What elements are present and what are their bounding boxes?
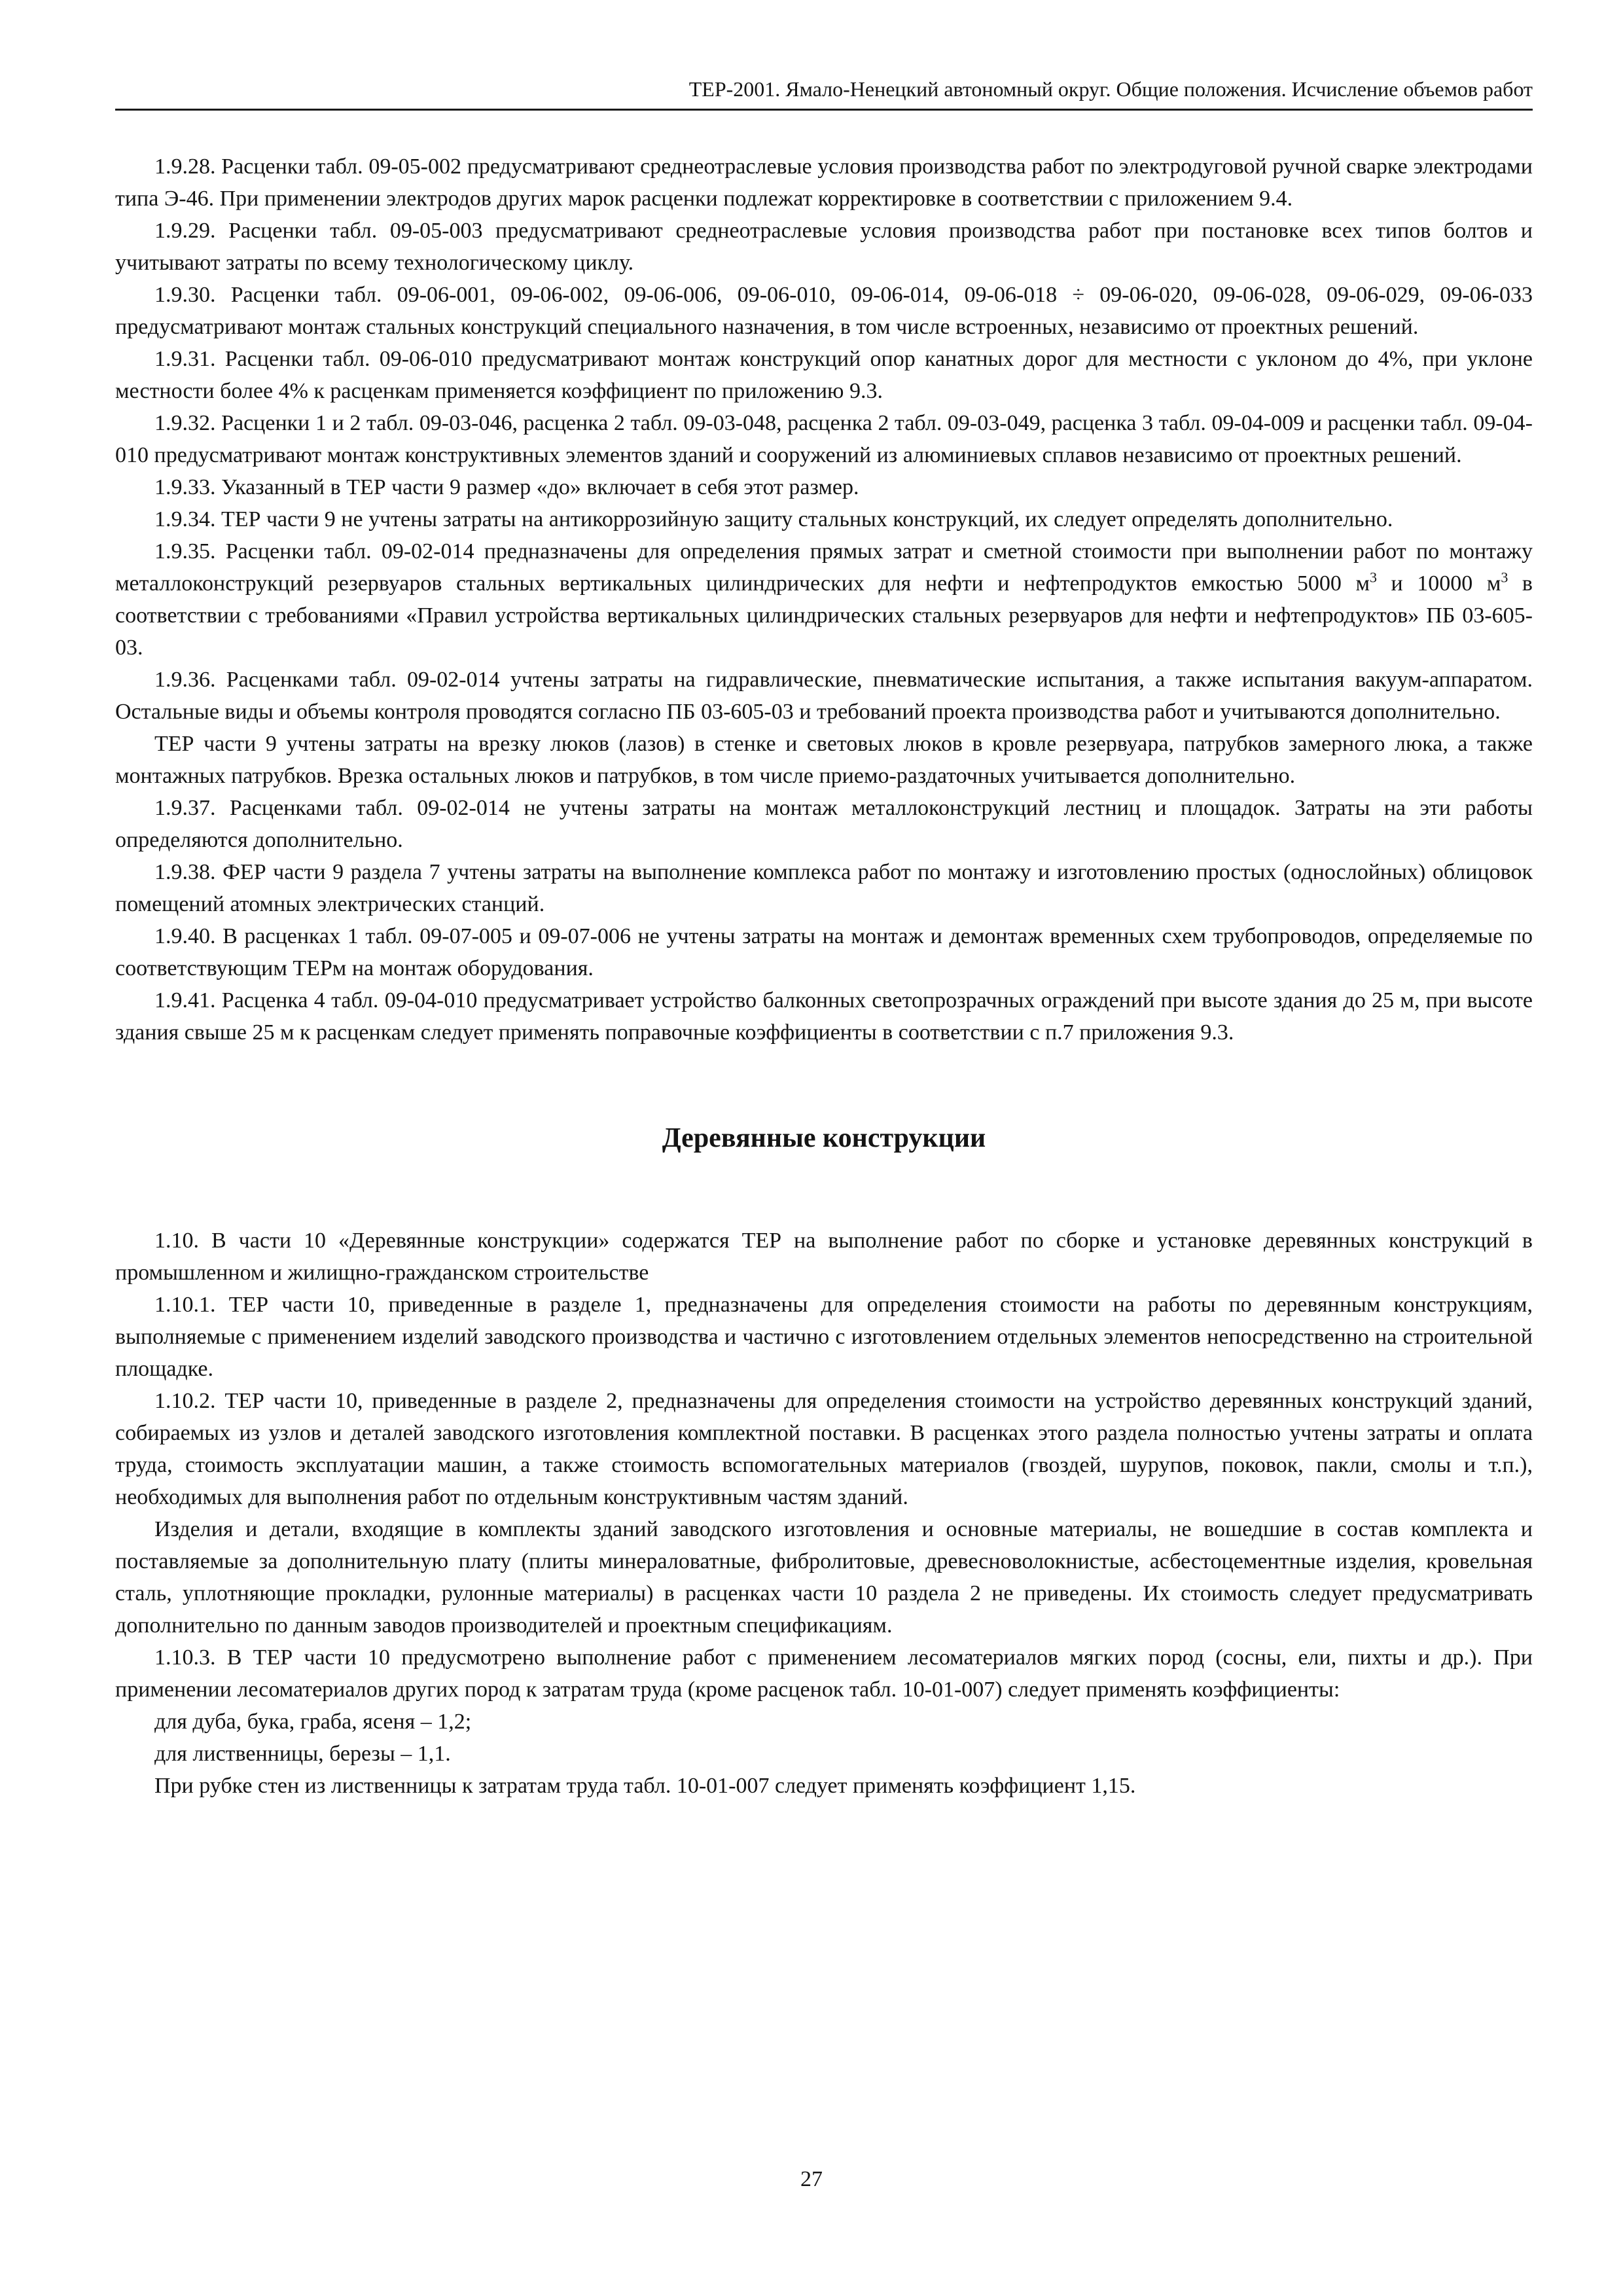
paragraph-ter-hatches: ТЕР части 9 учтены затраты на врезку люков (лазов) в стенке и световых люков в кровле резервуара, патрубков замерного люка, а также монтажных патрубков. Врезка остальных люков и патрубков, в том числе приемо-раздаточных учитывается дополнительно. bbox=[115, 732, 1533, 788]
paragraph-1-9-37: 1.9.37. Расценками табл. 09-02-014 не учтены затраты на монтаж металлоконструкций лестниц и площадок. Затраты на эти работы определяются дополнительно. bbox=[115, 796, 1533, 852]
paragraph-final: При рубке стен из лиственницы к затратам труда табл. 10-01-007 следует применять коэффициент 1,15. bbox=[154, 1774, 1136, 1798]
paragraph-1-10: 1.10. В части 10 «Деревянные конструкции» содержатся ТЕР на выполнение работ по сборке и установке деревянных конструкций в промышленном и жилищно-гражданском строительстве bbox=[115, 1229, 1533, 1285]
page-number: 27 bbox=[800, 2167, 823, 2191]
paragraph-1-9-40: 1.9.40. В расценках 1 табл. 09-07-005 и 09-07-006 не учтены затраты на монтаж и демонтаж временных схем трубопроводов, определяемые по соответствующим ТЕРм на монтаж оборудования. bbox=[115, 924, 1533, 980]
section-heading: Деревянные конструкции bbox=[662, 1123, 986, 1153]
paragraph-1-10-2: 1.10.2. ТЕР части 10, приведенные в разделе 2, предназначены для определения стоимости на устройство деревянных конструкций зданий, собираемых из узлов и деталей заводского изготовления комплектной поставки. В расценках этого раздела полностью учтены затраты и оплата труда, стоимость эксплуатации машин, а также стоимость вспомогательных материалов (гвоздей, шурупов, поковок, пакли, смолы и т.п.), необходимых для выполнения работ по отдельным конструктивным частям зданий. bbox=[115, 1389, 1533, 1509]
paragraph-1-9-29: 1.9.29. Расценки табл. 09-05-003 предусматривают среднеотраслевые условия производства работ при постановке всех типов болтов и учитывают затраты по всему технологическому циклу. bbox=[115, 219, 1533, 275]
page-content bbox=[115, 151, 1533, 1802]
cubic-superscript-1: 3 bbox=[1369, 569, 1377, 586]
paragraph-1-9-28: 1.9.28. Расценки табл. 09-05-002 предусматривают среднеотраслевые условия производства работ по электродуговой ручной сварке электродами типа Э-46. При применении электродов других марок расценки подлежат корректировке в соответствии с приложением 9.4. bbox=[115, 154, 1533, 211]
paragraph-1-9-38: 1.9.38. ФЕР части 9 раздела 7 учтены затраты на выполнение комплекса работ по монтажу и изготовлению простых (однослойных) облицовок помещений атомных электрических станций. bbox=[115, 860, 1533, 916]
paragraph-1-9-41: 1.9.41. Расценка 4 табл. 09-04-010 предусматривает устройство балконных светопрозрачных ограждений при высоте здания до 25 м, при высоте здания свыше 25 м к расценкам следует применять поправочные коэффициенты в соответствии с п.7 приложения 9.3. bbox=[115, 988, 1533, 1045]
list-item: для лиственницы, березы – 1,1. bbox=[154, 1742, 451, 1766]
paragraph-1-9-33: 1.9.33. Указанный в ТЕР части 9 размер «до» включает в себя этот размер. bbox=[154, 475, 859, 499]
header-title: ТЕР-2001. Ямало-Ненецкий автономный округ. Общие положения. Исчисление объемов работ bbox=[688, 77, 1533, 101]
paragraph-materials: Изделия и детали, входящие в комплекты зданий заводского изготовления и основные материалы, не вошедшие в состав комплекта и поставляемые за дополнительную плату (плиты минераловатные, фибролитовые, древесноволокнистые, асбестоцементные изделия, кровельная сталь, уплотняющие прокладки, рулонные материалы) в расценках части 10 раздела 2 не приведены. Их стоимость следует предусматривать дополнительно по данным заводов производителей и проектным спецификациям. bbox=[115, 1517, 1533, 1638]
paragraph-1-9-34: 1.9.34. ТЕР части 9 не учтены затраты на антикоррозийную защиту стальных конструкций, их следует определять дополнительно. bbox=[154, 507, 1393, 531]
paragraph-1-9-30: 1.9.30. Расценки табл. 09-06-001, 09-06-002, 09-06-006, 09-06-010, 09-06-014, 09-06-018 ÷ 09-06-020, 09-06-028, 09-06-029, 09-06-033 предусматривают монтаж стальных конструкций специального назначения, в том числе встроенных, независимо от проектных решений. bbox=[115, 283, 1533, 339]
paragraph-1-9-32: 1.9.32. Расценки 1 и 2 табл. 09-03-046, расценка 2 табл. 09-03-048, расценка 2 табл. 09-03-049, расценка 3 табл. 09-04-009 и расценки табл. 09-04-010 предусматривают монтаж конструктивных элементов зданий и сооружений из алюминиевых сплавов независимо от проектных решений. bbox=[115, 411, 1533, 467]
paragraph-1-10-1: 1.10.1. ТЕР части 10, приведенные в разделе 1, предназначены для определения стоимости на работы по деревянным конструкциям, выполняемые с применением изделий заводского производства и частично с изготовлением отдельных элементов непосредственно на строительной площадке. bbox=[115, 1293, 1533, 1381]
paragraph-1-9-31: 1.9.31. Расценки табл. 09-06-010 предусматривают монтаж конструкций опор канатных дорог для местности с уклоном до 4%, при уклоне местности более 4% к расценкам применяется коэффициент по приложению 9.3. bbox=[115, 347, 1533, 403]
paragraph-1-9-35-part1: 1.9.35. Расценки табл. 09-02-014 предназначены для определения прямых затрат и сметной стоимости при выполнении работ по монтажу металлоконструкций резервуаров стальных вертикальных цилиндрических для нефти и нефтепродуктов емкостью 5000 м bbox=[115, 539, 1533, 596]
paragraph-1-9-35-part3: в соответствии с требованиями «Правил устройства вертикальных цилиндрических стальных резервуаров для нефти и нефтепродуктов» ПБ 03-605-03. bbox=[115, 571, 1533, 660]
paragraph-1-9-35 bbox=[115, 535, 1533, 664]
list-item: для дуба, бука, граба, ясеня – 1,2; bbox=[154, 1710, 472, 1734]
paragraph-1-10-3: 1.10.3. В ТЕР части 10 предусмотрено выполнение работ с применением лесоматериалов мягких пород (сосны, ели, пихты и др.). При применении лесоматериалов других пород к затратам труда (кроме расценок табл. 10-01-007) следует применять коэффициенты: bbox=[115, 1645, 1533, 1702]
cubic-superscript-2: 3 bbox=[1501, 569, 1508, 586]
paragraph-1-9-36: 1.9.36. Расценками табл. 09-02-014 учтены затраты на гидравлические, пневматические испытания, а также испытания вакуум-аппаратом. Остальные виды и объемы контроля проводятся согласно ПБ 03-605-03 и требований проекта производства работ и учитываются дополнительно. bbox=[115, 668, 1533, 724]
running-header bbox=[115, 71, 1533, 111]
paragraph-1-9-35-part2: и 10000 м bbox=[1376, 571, 1501, 596]
